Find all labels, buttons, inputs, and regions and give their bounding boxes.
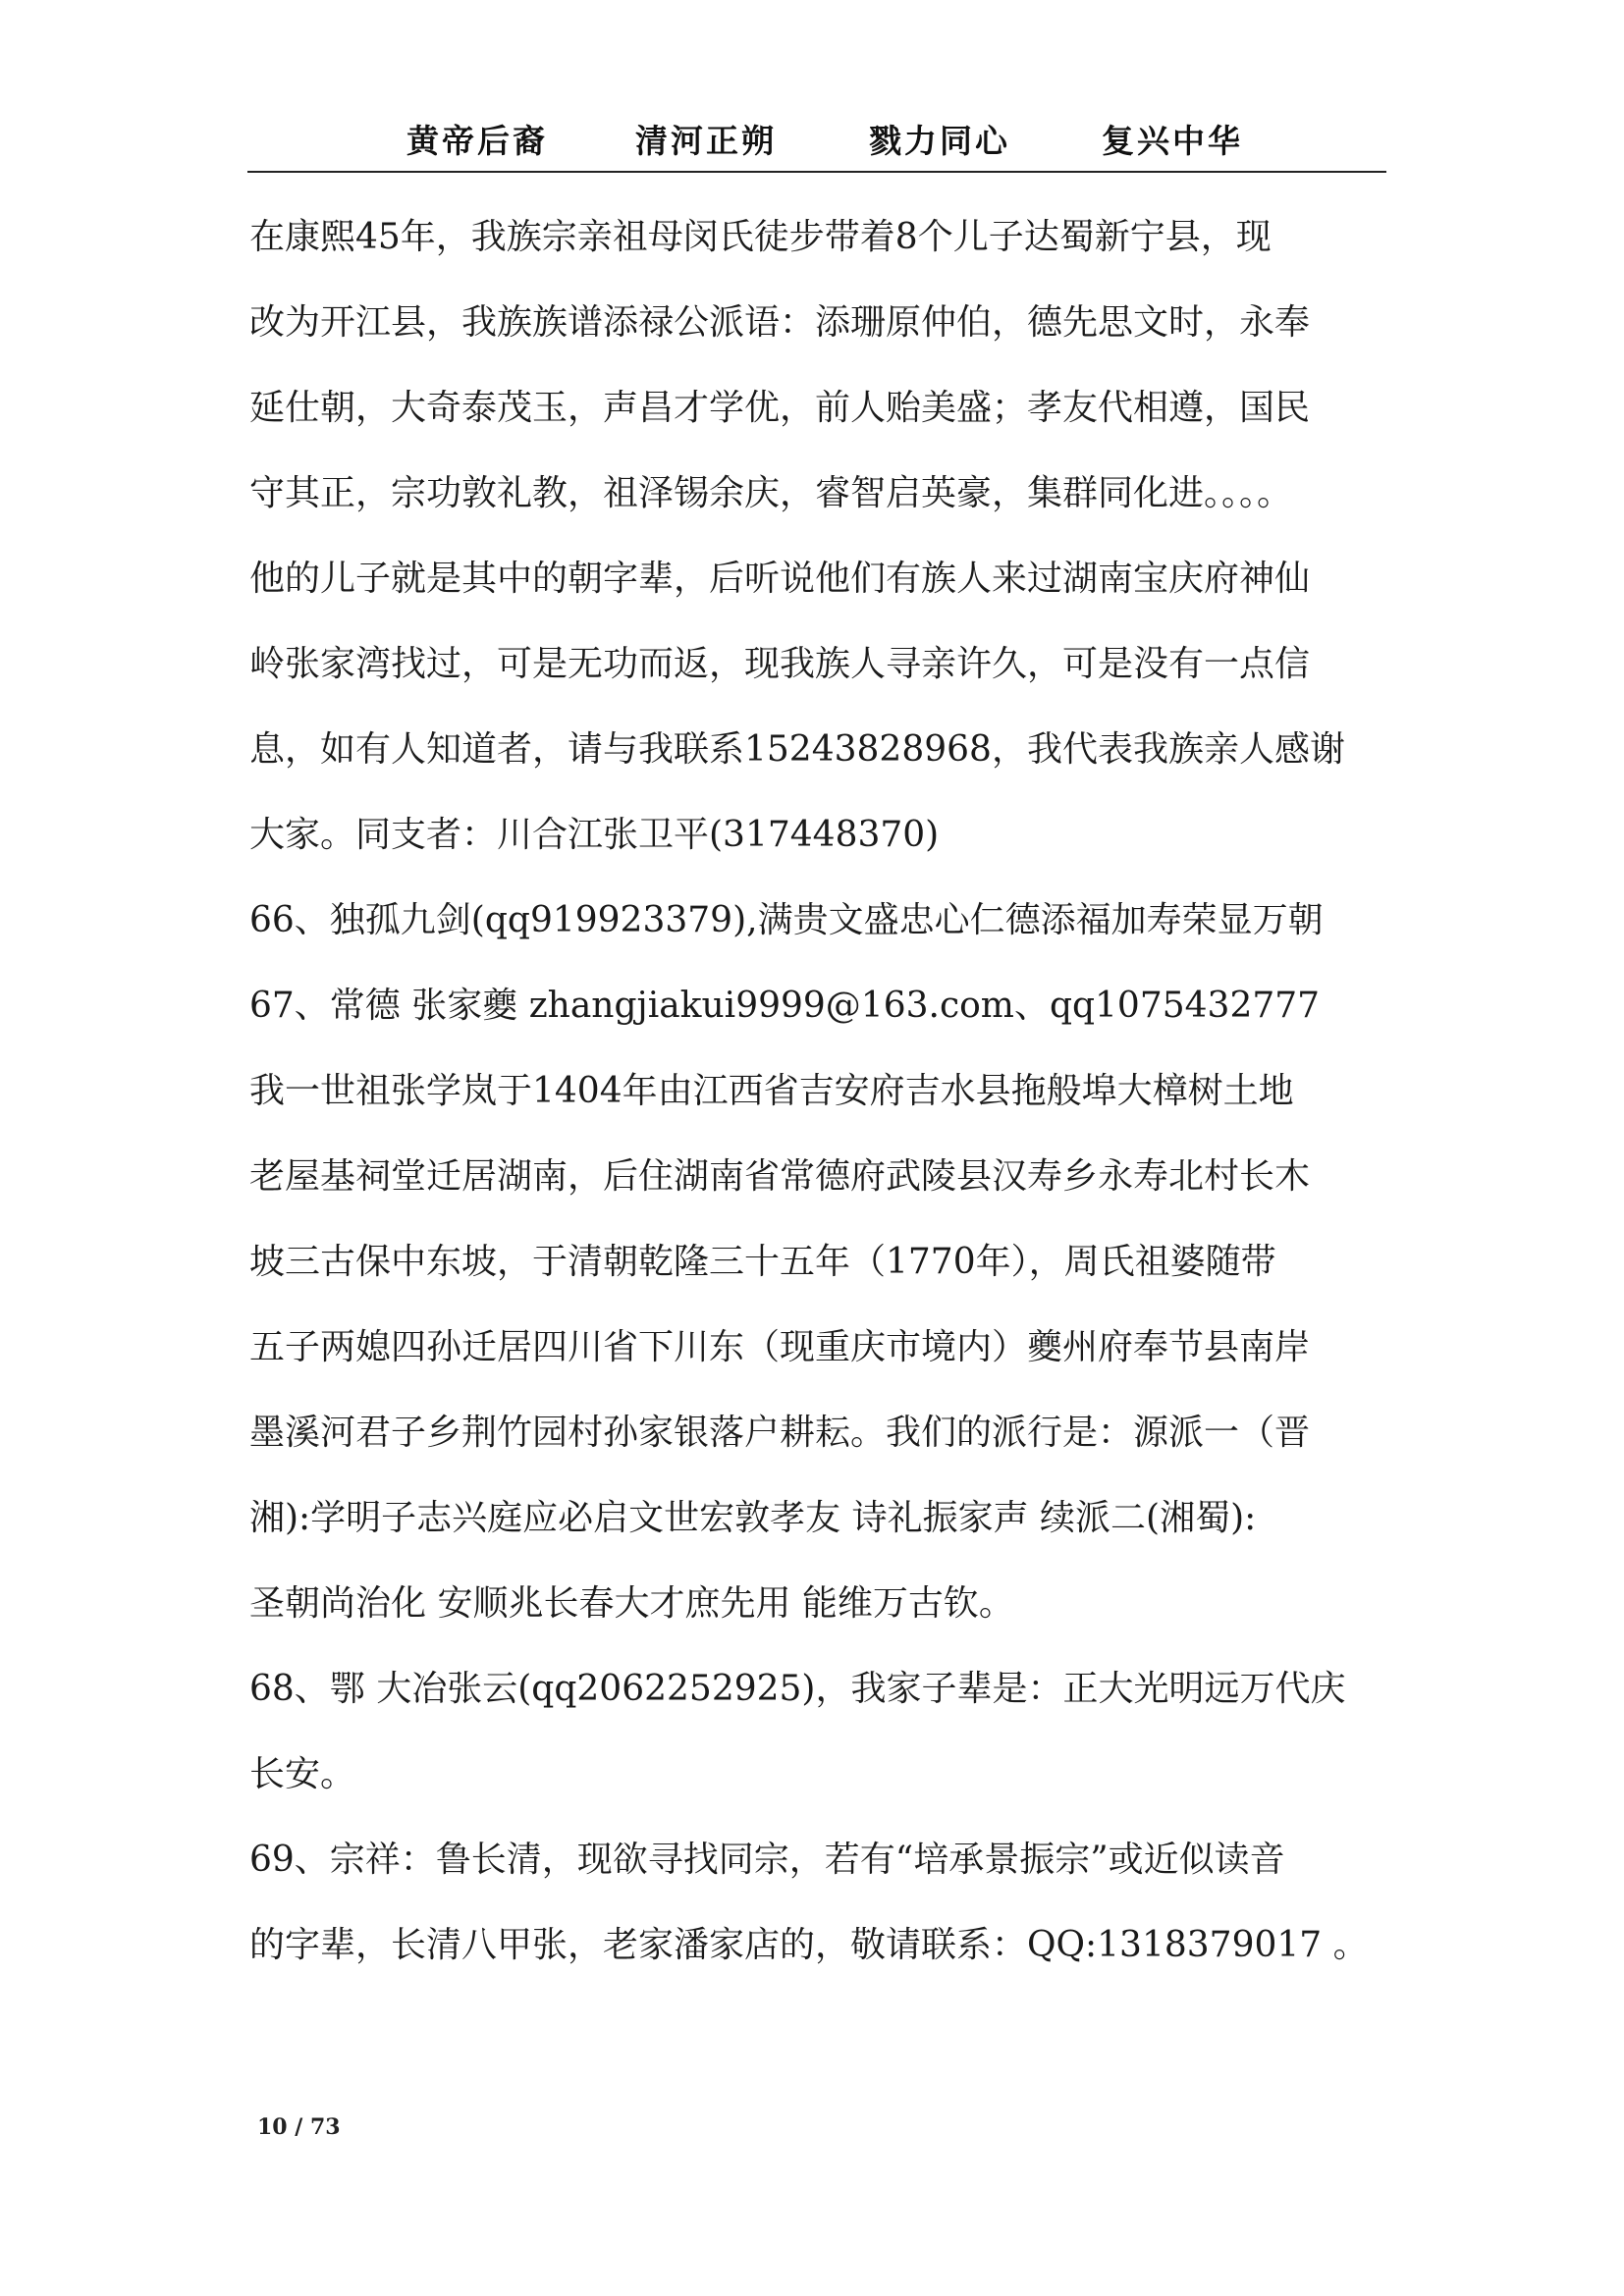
text-line: 大家。同支者：川合江张卫平(317448370) [249, 815, 940, 855]
header-motto-3: 戮力同心 [869, 122, 1010, 160]
text-line: 他的儿子就是其中的朝字辈，后听说他们有族人来过湖南宝庆府神仙 [249, 559, 1311, 599]
text-line: 改为开江县，我族族谱添禄公派语：添珊原仲伯，德先思文时，永奉 [249, 302, 1311, 343]
header-motto-1: 黄帝后裔 [406, 122, 548, 160]
page-header [247, 116, 1386, 173]
entry-66: 66、独孤九剑(qq919923379),满贵文盛忠心仁德添福加寿荣显万朝 [249, 900, 1324, 940]
text-line: 老屋基祠堂迁居湖南，后住湖南省常德府武陵县汉寿乡永寿北村长木 [249, 1156, 1311, 1197]
text-line: 守其正，宗功敦礼教，祖泽锡余庆，睿智启英豪，集群同化进。。。。 [249, 473, 1293, 513]
entry-68: 68、鄂 大冶张云(qq2062252925)，我家子辈是：正大光明远万代庆 [249, 1669, 1346, 1709]
text-line: 我一世祖张学岚于1404年由江西省吉安府吉水县拖般埠大樟树土地 [249, 1071, 1294, 1111]
text-line: 坡三古保中东坡，于清朝乾隆三十五年（1770年），周氏祖婆随带 [249, 1242, 1276, 1282]
text-line: 圣朝尚治化 安顺兆长春大才庶先用 能维万古钦。 [249, 1583, 1014, 1624]
header-motto-2: 清河正朔 [635, 122, 777, 160]
text-line: 湘):学明子志兴庭应必启文世宏敦孝友 诗礼振家声 续派二(湘蜀): [249, 1498, 1257, 1538]
text-line: 墨溪河君子乡荆竹园村孙家银落户耕耘。我们的派行是：源派一（晋 [249, 1413, 1311, 1453]
text-line: 五子两媳四孙迁居四川省下川东（现重庆市境内）夔州府奉节县南岸 [249, 1327, 1311, 1367]
text-line: 在康熙45年，我族宗亲祖母闵氏徒步带着8个儿子达蜀新宁县，现 [249, 217, 1272, 257]
text-line: 岭张家湾找过，可是无功而返，现我族人寻亲许久，可是没有一点信 [249, 644, 1311, 684]
text-line: 长安。 [249, 1754, 356, 1794]
entry-69: 69、宗祥：鲁长清，现欲寻找同宗，若有“培承景振宗”或近似读音 [249, 1840, 1285, 1880]
text-line: 息，如有人知道者，请与我联系15243828968，我代表我族亲人感谢 [249, 729, 1345, 770]
page-number: 10 / 73 [257, 2114, 341, 2140]
entry-67: 67、常德 张家夔 zhangjiakui9999@163.com、qq1075432777 [249, 986, 1321, 1026]
text-line: 的字辈，长清八甲张，老家潘家店的，敬请联系：QQ:1318379017 。 [249, 1925, 1369, 1965]
header-motto-4: 复兴中华 [1102, 122, 1243, 160]
text-line: 延仕朝，大奇泰茂玉，声昌才学优，前人贻美盛；孝友代相遵，国民 [249, 388, 1311, 428]
